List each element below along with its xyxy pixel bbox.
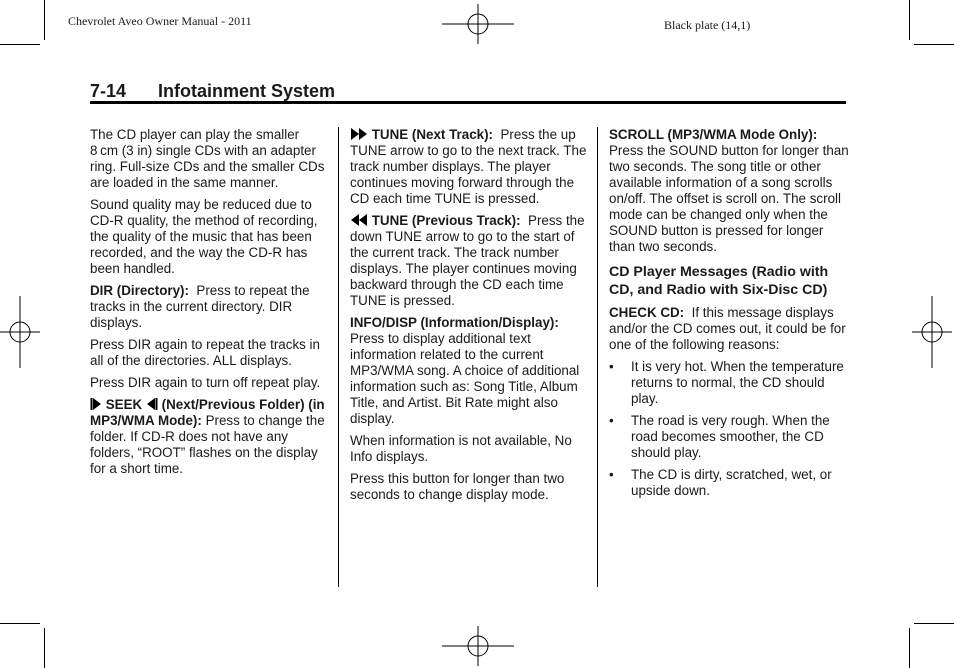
term-label: DIR (Directory): — [90, 283, 189, 298]
term-text: Press the down TUNE arrow to go to the start of the current track. The track number displays. The player continues moving backward through the CD each time TUNE is pressed. — [350, 213, 585, 308]
tune-next-icon — [350, 127, 368, 141]
term-text: Press to display additional text information related to the current MP3/WMA song. A choice of additional information such as: Song Title, Album Title, and Artist. Bit Rate might also display. — [350, 331, 580, 426]
term-text: Press the up TUNE arrow to go to the next track. The track number displays. The player continues moving forward through the CD each time TUNE is pressed. — [350, 127, 587, 206]
column-1 — [90, 127, 326, 483]
term-label: INFO/DISP (Information/Display): — [350, 315, 559, 330]
crop-mark — [0, 623, 40, 624]
column-divider — [338, 127, 339, 587]
section-title: Infotainment System — [158, 81, 336, 101]
seek-down-icon — [90, 397, 102, 411]
column-3 — [609, 127, 849, 505]
paragraph: Press this button for longer than two seconds to change display mode. — [350, 471, 565, 502]
term-label: SEEK — [105, 397, 143, 412]
list-item — [609, 467, 849, 499]
bullet-icon: • — [609, 467, 614, 482]
list-item-text: The road is very rough. When the road becomes smoother, the CD should play. — [631, 413, 830, 460]
crop-mark — [0, 44, 40, 45]
crop-mark — [909, 628, 910, 668]
term-label: TUNE (Next Track): — [371, 127, 494, 142]
section-number: 7-14 — [90, 81, 127, 101]
heading-rule — [90, 101, 846, 104]
term-text: If this message displays and/or the CD comes out, it could be for one of the following reasons: — [609, 305, 846, 352]
crop-mark — [44, 628, 45, 668]
term-text: Press to change the folder. If CD-R does not have any folders, “ROOT” flashes on the display for a short time. — [90, 413, 325, 476]
paragraph: Press DIR again to repeat the tracks in all of the directories. ALL displays. — [90, 337, 320, 368]
crop-mark — [914, 623, 954, 624]
paragraph: When information is not available, No Info displays. — [350, 433, 572, 464]
registration-mark-icon — [0, 296, 40, 368]
registration-mark-icon — [442, 4, 514, 44]
list-item — [609, 359, 849, 407]
term-text: Press the SOUND button for longer than two seconds. The song title or other available information of a song scrolls on/off. The offset is scroll on. The scroll mode can be changed only when the SOUND button is pressed for longer than two seconds. — [609, 143, 849, 254]
term-label: (Next/Previous Folder) (in MP3/WMA Mode): — [90, 397, 325, 428]
paragraph: Press DIR again to turn off repeat play. — [90, 375, 321, 390]
registration-mark-icon — [442, 626, 514, 666]
term-label: SCROLL (MP3/WMA Mode Only): — [609, 127, 818, 142]
paragraph — [90, 397, 326, 477]
crop-mark — [914, 44, 954, 45]
paragraph — [609, 305, 849, 353]
term-label: CHECK CD: — [609, 305, 685, 320]
registration-mark-icon — [912, 296, 952, 368]
section-heading — [90, 81, 335, 102]
paragraph — [350, 127, 588, 207]
column-2 — [350, 127, 588, 509]
bullet-icon: • — [609, 413, 614, 428]
term-label: TUNE (Previous Track): — [371, 213, 521, 228]
term-text: Press to repeat the tracks in the current directory. DIR displays. — [90, 283, 310, 330]
list-item-text: The CD is dirty, scratched, wet, or upside down. — [631, 467, 832, 498]
column-divider — [597, 127, 598, 587]
paragraph: Sound quality may be reduced due to CD-R quality, the method of recording, the quality of the music that has been recorded, and the way the CD-R has been handled. — [90, 197, 318, 276]
crop-mark — [44, 0, 45, 40]
bullet-icon: • — [609, 359, 614, 374]
paragraph — [90, 283, 326, 331]
paragraph — [350, 213, 588, 309]
subheading: CD Player Messages (Radio with CD, and Radio with Six-Disc CD) — [609, 264, 829, 298]
paragraph: The CD player can play the smaller 8 cm (3 in) single CDs with an adapter ring. Full-size CDs and the smaller CDs are loaded in the same manner. — [90, 127, 325, 190]
list-item-text: It is very hot. When the temperature returns to normal, the CD should play. — [631, 359, 844, 406]
manual-title: Chevrolet Aveo Owner Manual - 2011 — [68, 14, 252, 28]
seek-up-icon — [146, 397, 158, 411]
paragraph — [350, 315, 588, 427]
paragraph — [609, 127, 849, 255]
tune-previous-icon — [350, 213, 368, 227]
crop-mark — [909, 0, 910, 40]
list-item — [609, 413, 849, 461]
plate-label: Black plate (14,1) — [664, 18, 751, 32]
